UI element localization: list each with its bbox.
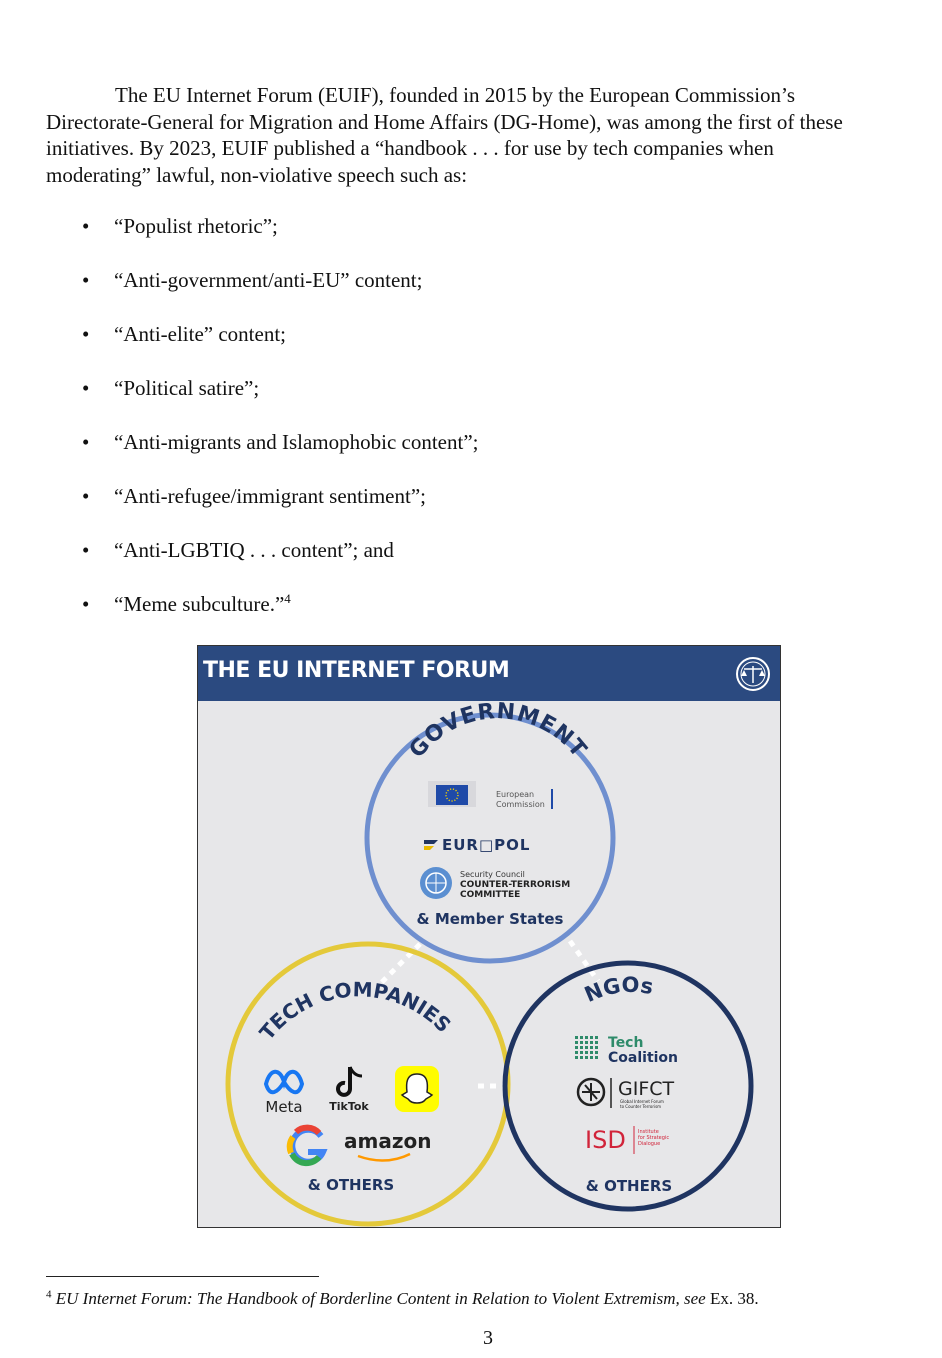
bullet-icon: • (82, 592, 90, 616)
bullet-icon: • (82, 322, 90, 346)
footnote (46, 1289, 759, 1309)
svg-text:TikTok: TikTok (329, 1100, 369, 1113)
bullet-icon: • (82, 484, 90, 508)
member-states-label: & Member States (416, 910, 564, 928)
svg-text:Commission: Commission (496, 800, 545, 809)
svg-text:European: European (496, 790, 535, 799)
ngos-group (505, 963, 751, 1209)
svg-text:Global Internet Forum: Global Internet Forum (620, 1099, 664, 1104)
svg-text:Tech: Tech (608, 1035, 644, 1051)
intro-paragraph (46, 82, 916, 188)
government-group (367, 699, 613, 961)
bullet-icon: • (82, 268, 90, 292)
eu-internet-forum-figure (197, 645, 781, 1228)
svg-text:COUNTER-TERRORISM: COUNTER-TERRORISM (460, 880, 571, 890)
meta-logo (265, 1072, 302, 1116)
svg-text:amazon: amazon (344, 1129, 432, 1153)
svg-text:COMMITTEE: COMMITTEE (460, 890, 521, 900)
amazon-logo (344, 1129, 431, 1161)
figure-title: THE EU INTERNET FORUM (203, 658, 510, 683)
ngo-others-label: & OTHERS (585, 1177, 673, 1195)
tiktok-logo (329, 1067, 369, 1113)
svg-text:Security Council: Security Council (460, 870, 525, 879)
isd-logo (585, 1126, 669, 1154)
europol-logo (424, 836, 530, 854)
svg-text:EUR□POL: EUR□POL (442, 836, 531, 854)
svg-text:for Strategic: for Strategic (638, 1135, 670, 1141)
page-number: 3 (483, 1327, 493, 1349)
european-commission-logo (428, 781, 552, 809)
forum-diagram (198, 646, 781, 1228)
paragraph-line: Directorate-General for Migration and Home Affairs (DG-Home), was among the first of these (46, 109, 843, 134)
government-label: GOVERNMENT (404, 698, 592, 763)
tech-coalition-logo (575, 1035, 678, 1066)
footnote-exhibit: Ex. 38. (705, 1289, 759, 1308)
footnote-number: 4 (46, 1288, 52, 1301)
svg-text:Meta: Meta (265, 1098, 303, 1116)
ngos-label: NGOs (580, 972, 655, 1007)
svg-text:to Counter Terrorism: to Counter Terrorism (620, 1104, 662, 1109)
paragraph-line: moderating” lawful, non-violative speech such as: (46, 162, 468, 187)
tech-companies-group (228, 944, 508, 1224)
tech-companies-label: TECH COMPANIES (254, 977, 456, 1045)
bullet-icon: • (82, 376, 90, 400)
snapchat-logo (395, 1066, 439, 1112)
footnote-citation: EU Internet Forum: The Handbook of Borderline Content in Relation to Violent Extremism, see (55, 1289, 706, 1308)
footnote-marker[interactable]: 4 (284, 591, 291, 606)
tech-others-label: & OTHERS (307, 1176, 395, 1194)
svg-text:ISD: ISD (585, 1126, 626, 1154)
paragraph-line: initiatives. By 2023, EUIF published a “handbook . . . for use by tech companies when (46, 136, 774, 160)
gifct-logo (578, 1078, 675, 1109)
svg-text:Dialogue: Dialogue (638, 1141, 661, 1147)
google-logo (290, 1128, 323, 1163)
footnote-divider (46, 1276, 319, 1277)
paragraph-line: The EU Internet Forum (EUIF), founded in 2015 by the European Commission’s (115, 83, 796, 107)
svg-text:Coalition: Coalition (608, 1050, 679, 1066)
bullet-icon: • (82, 430, 90, 454)
bullet-icon: • (82, 538, 90, 562)
svg-text:Institute: Institute (638, 1129, 659, 1135)
un-security-council-logo (420, 867, 570, 900)
svg-text:GIFCT: GIFCT (618, 1078, 675, 1100)
bullet-icon: • (82, 214, 90, 238)
scales-of-justice-icon (737, 658, 769, 690)
